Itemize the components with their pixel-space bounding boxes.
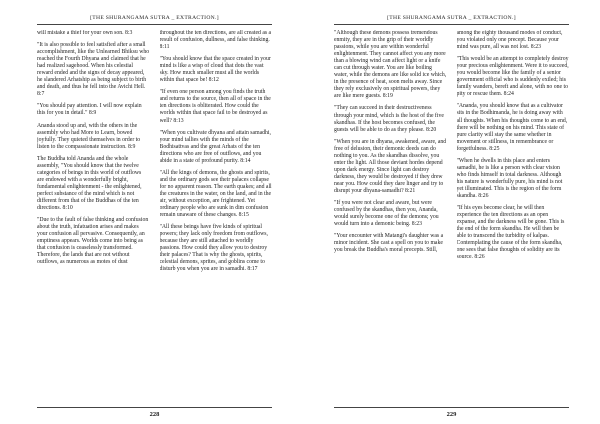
paragraph: Ananda stood up and, with the others in the assembly who had More to Learn, bowed joyfully. They quieted themselves in order to listen to the compassionate instruction. 8:9 xyxy=(37,122,141,150)
text-columns xyxy=(334,30,569,394)
paragraph: "All the kings of demons, the ghosts and spirits, and the ordinary gods see their palaces collapse for no apparent reason. The earth quakes; and all the creatures in the water, on the land, and in the air, without exception, are frightened. Yet ordinary people who are sunk in dim confusion remain unaware of these changes. 8:15 xyxy=(159,169,272,219)
paragraph: "If even one person among you finds the truth and returns to the source, then all of space in the ten directions is obliterated. How could the worlds within that space fail to be destroyed as well? 8:13 xyxy=(159,89,271,124)
running-header xyxy=(334,14,569,25)
paragraph: "All these beings have five kinds of spiritual powers; they lack only freedom from outflows, because they are still attached to worldly passions. How could they allow you to destroy their palaces? That is why the ghosts, spirits, celestial demons, sprites, and goblins come to disturb you when you are in samadhi. 8:17 xyxy=(159,224,268,273)
paragraph: "You should know that the space created in your mind is like a wisp of cloud that dots the vast sky. How much smaller must all the worlds within that space be! 8:12 xyxy=(159,56,271,84)
text-columns xyxy=(37,30,272,394)
paragraph: "When he dwells in this place and enters samadhi, he is like a person with clear vision who finds himself in total darkness. Although his nature is wonderfully pure, his mind is not yet illuminated. This is the region of the form skandha. 8:26 xyxy=(456,157,563,199)
text-column-1 xyxy=(37,30,150,394)
text-column-2 xyxy=(457,30,570,394)
paragraph: "If you were not clear and aware, but were confused by the skandhas, then you, Ananda, would surely become one of the demons; you would turn into a demonic being. 8:23 xyxy=(334,200,439,228)
running-header-text: [THE SHURANGAMA SUTRA _ EXTRACTION.] xyxy=(387,15,516,21)
page-number: 229 xyxy=(334,407,569,418)
running-header-text: [THE SHURANGAMA SUTRA _ EXTRACTION.] xyxy=(90,15,219,21)
paragraph: "You should pay attention. I will now explain this for you in detail." 8:9 xyxy=(37,103,142,117)
paragraph: "Although these demons possess tremendous enmity, they are in the grip of their worldly passions, while you are within wonderful enlightenment. They cannot affect you any more than a blowing wind can affect light or a knife can cut through water. You are like boiling water, while the demons are like solid ice which, in the presence of heat, soon melts away. Since they rely exclusively on spiritual powers, they are like mere guests. 8:19 xyxy=(334,30,447,100)
paragraph: "If his eyes become clear, he will then experience the ten directions as an open expanse, and the darkness will be gone. This is the end of the form skandha. He will then be able to transcend the turbidity of kalpas. Contemplating the cause of the form skandha, one sees that false thoughts of solidity are its source. 8:26 xyxy=(456,205,565,261)
text-column-1 xyxy=(334,30,447,394)
paragraph: will mistake a thief for your own son. 8:3 xyxy=(37,30,133,36)
paragraph: throughout the ten directions, are all created as a result of confusion, dullness, and false thinking. 8:11 xyxy=(159,30,272,51)
right-page xyxy=(300,0,600,424)
running-header xyxy=(37,14,272,25)
paragraph: "It is also possible to feel satisfied after a small accomplishment, like the Unlearned Bhiksu who reached the Fourth Dhyana and claimed that he had realized sagehood. When his celestial reward ended and the signs of decay appeared, he slandered Arhatship as being subject to birth and death, and thus he fell into the Avichi Hell. 8:7 xyxy=(37,42,150,98)
paragraph: "Due to the fault of false thinking and confusion about the truth, infatuation arises and makes your confusion all pervasive. Consequently, an emptiness appears. Worlds come into being as that confusion is ceaselessly transformed. Therefore, the lands that are not without outflows, as numerous as motes of dust xyxy=(37,217,149,266)
paragraph: "This would be an attempt to completely destroy your precious enlightenment. Were it to succeed, you would become like the family of a senior government official who is suddenly exiled; his family wanders, bereft and alone, with no one to pity or rescue them. 8:24 xyxy=(456,56,569,98)
paragraph: "When you are in dhyana, awakened, aware, and free of delusion, their demonic deeds can do nothing to you. As the skandhas dissolve, you enter the light. All those deviant hordes depend upon dark energy. Since light can destroy darkness, they would be destroyed if they drew near you. How could they dare linger and try to disrupt your dhyana-samadhi? 8:21 xyxy=(334,138,447,194)
text-column-2 xyxy=(160,30,273,394)
paragraph: among the eighty thousand modes of conduct, you violated only one precept. Because your mind was pure, all was not lost. 8:23 xyxy=(456,30,563,51)
paragraph: "Your encounter with Matangi's daughter was a minor incident. She cast a spell on you to make you break the Buddha's moral precepts. Still, xyxy=(334,233,444,254)
paragraph: "When you cultivate dhyana and attain samadhi, your mind tallies with the minds of the Bodhisattvas and the great Arhats of the ten directions who are free of outflows, and you abide in a state of profound purity. 8:14 xyxy=(159,129,271,164)
page-number: 228 xyxy=(37,407,272,418)
paragraph: "They can succeed in their destructiveness through your mind, which is the host of the five skandhas. If the host becomes confused, the guests will be able to do as they please. 8:20 xyxy=(334,105,444,133)
paragraph: "Ananda, you should know that as a cultivator sits in the Bodhimanda, he is doing away with all thoughts. When his thoughts come to an end, there will be nothing on his mind. This state of pure clarity will stay the same whether in movement or stillness, in remembrance or forgetfulness. 8:25 xyxy=(456,103,568,152)
paragraph: The Buddha told Ananda and the whole assembly, "You should know that the twelve categories of beings in this world of outflows are endowed with a wonderfully bright, fundamental enlightenment - the enlightened, perfect substance of the mind which is not different from that of the Buddhas of the ten directions. 8:10 xyxy=(37,155,142,212)
